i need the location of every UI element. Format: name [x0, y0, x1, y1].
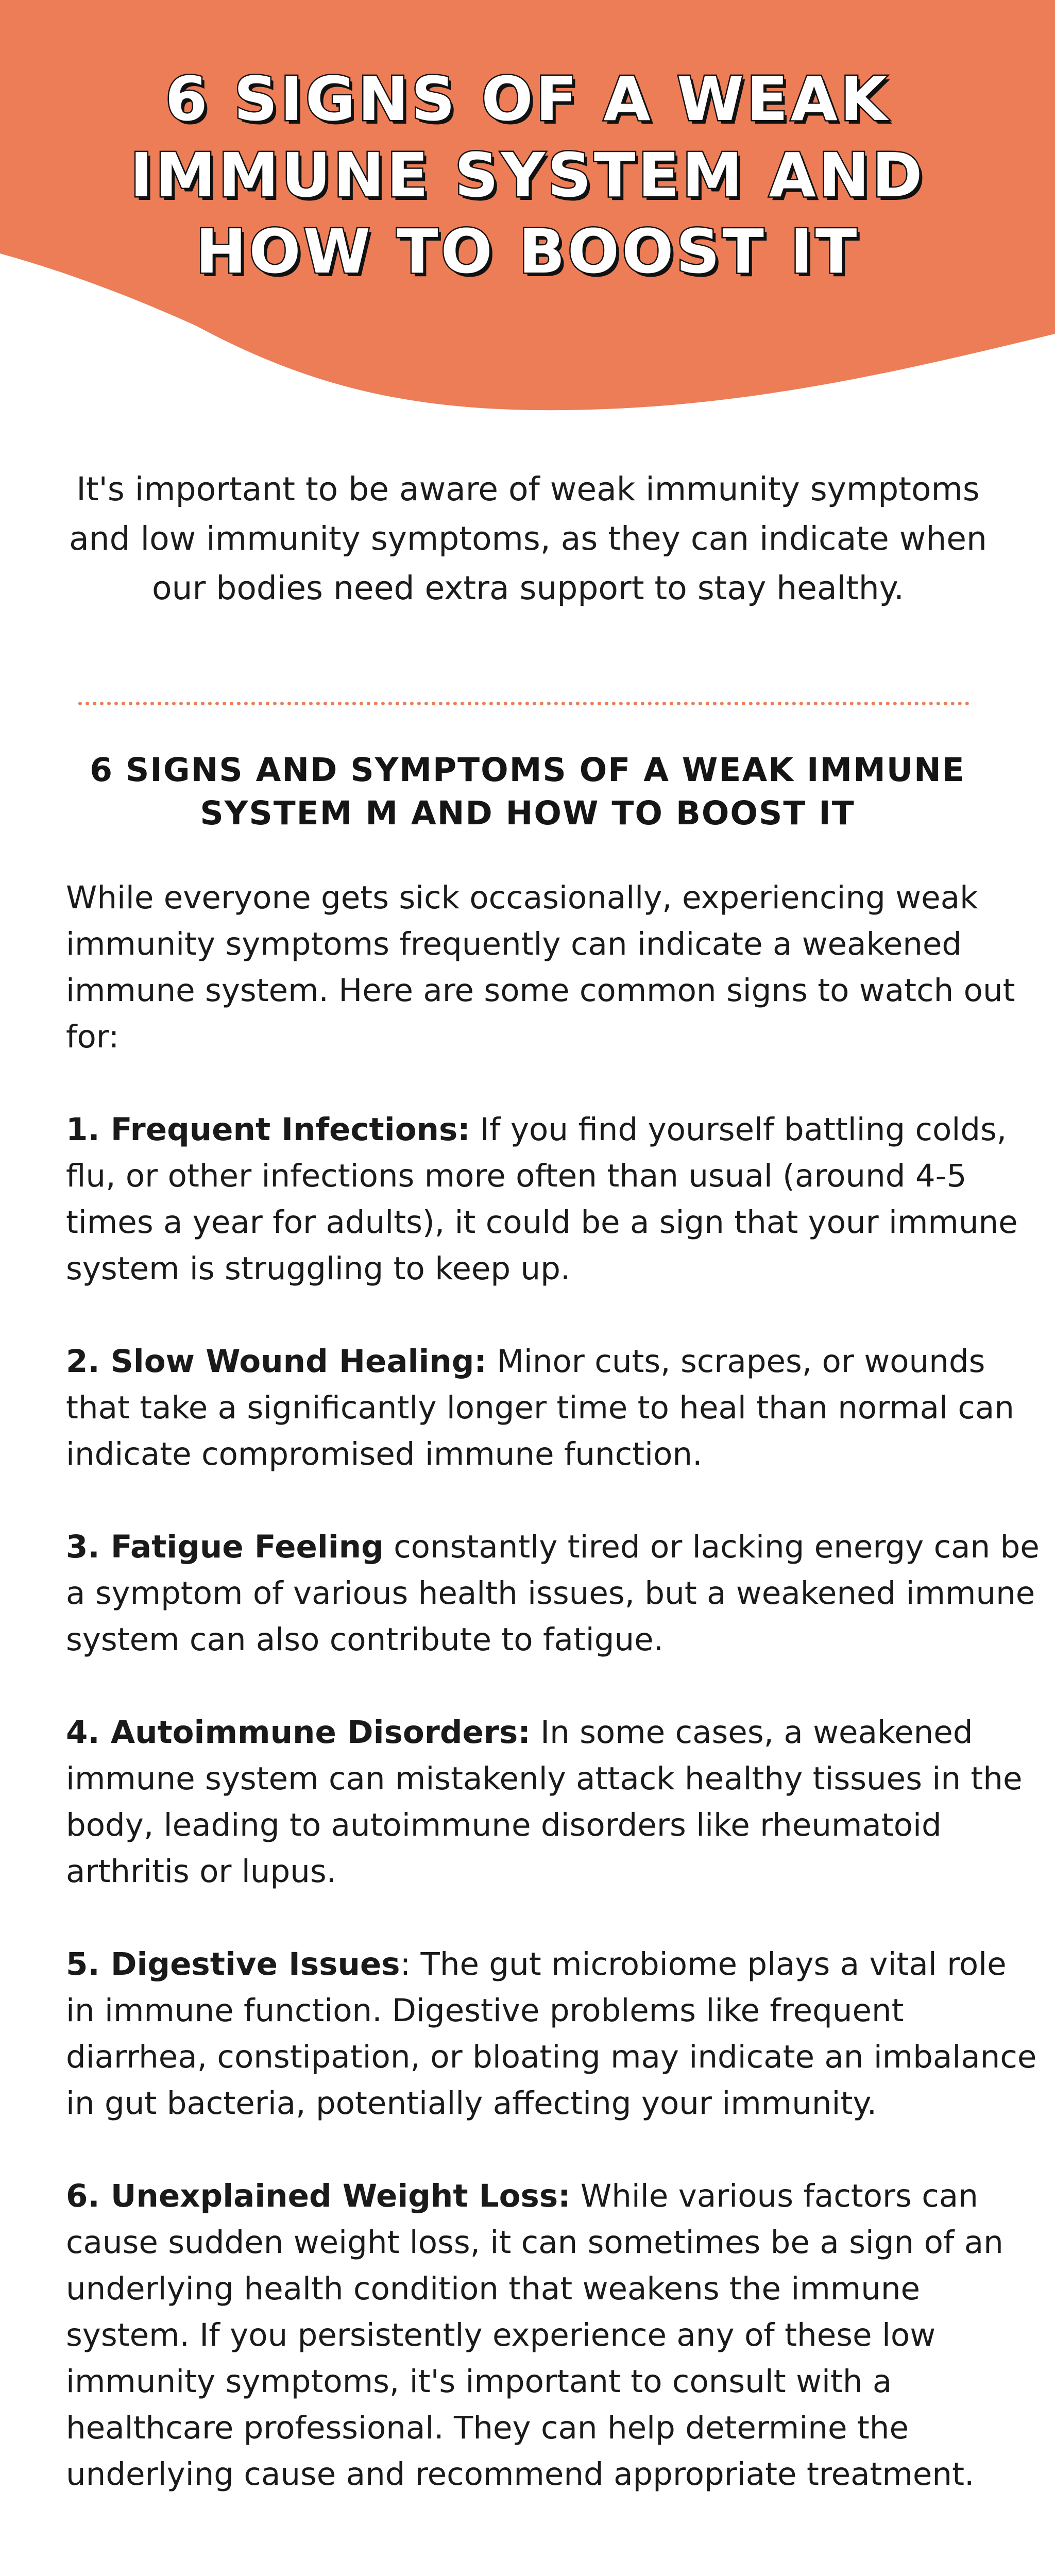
sign-item-autoimmune-disorders: [66, 1709, 1045, 1895]
sign-item-slow-wound-healing: [66, 1338, 1045, 1478]
sign-text: If you find yourself battling colds, flu, or other infections more often than usual (around 4-5 times a year for adults), it could be a sign that your immune system is struggling to keep up.: [66, 1111, 1018, 1287]
sign-item-fatigue: [66, 1524, 1045, 1663]
article-body: [66, 875, 1045, 2498]
dotted-divider: [78, 702, 969, 705]
sign-text: In some cases, a weakened immune system can mistakenly attack healthy tissues in the body, leading to autoimmune disorders like rheumatoid arthritis or lupus.: [66, 1714, 1023, 1890]
sign-title: 5. Digestive Issues: [66, 1946, 400, 1982]
page-title: 6 SIGNS OF A WEAK IMMUNE SYSTEM AND HOW TO BOOST IT: [130, 63, 925, 287]
intro-paragraph: It's important to be aware of weak immunity symptoms and low immunity symptoms, as they can indicate when our bodies need extra support to stay healthy.: [69, 470, 987, 607]
sign-text: constantly tired or lacking energy can be a symptom of various health issues, but a weakened immune system can also contribute to fatigue.: [66, 1529, 1040, 1658]
sign-title: 2. Slow Wound Healing:: [66, 1343, 487, 1380]
sign-item-unexplained-weight-loss: [66, 2173, 1045, 2498]
sign-item-digestive-issues: [66, 1941, 1045, 2127]
sign-title: 6. Unexplained Weight Loss:: [66, 2178, 571, 2214]
sign-item-frequent-infections: [66, 1107, 1045, 1292]
lead-paragraph: While everyone gets sick occasionally, experiencing weak immunity symptoms frequently can indicate a weakened immune system. Here are some common signs to watch out for:: [66, 879, 1015, 1055]
sign-text: While various factors can cause sudden weight loss, it can sometimes be a sign of an underlying health condition that weakens the immune system. If you persistently experience any of these low immunity symptoms, it's important to consult with a healthcare professional. They can help determine the underlying cause and recommend appropriate treatment.: [66, 2178, 1003, 2493]
sign-title: 4. Autoimmune Disorders:: [66, 1714, 531, 1751]
sign-title: 3. Fatigue Feeling: [66, 1529, 384, 1565]
sign-text: : The gut microbiome plays a vital role in immune function. Digestive problems like frequent diarrhea, constipation, or bloating may indicate an imbalance in gut bacteria, potentially affecting your immunity.: [66, 1946, 1037, 2122]
section-heading: 6 SIGNS AND SYMPTOMS OF A WEAK IMMUNE SYSTEM M AND HOW TO BOOST IT: [90, 751, 965, 832]
sign-title: 1. Frequent Infections:: [66, 1111, 470, 1148]
sign-text: Minor cuts, scrapes, or wounds that take a significantly longer time to heal than normal can indicate compromised immune function.: [66, 1343, 1014, 1472]
